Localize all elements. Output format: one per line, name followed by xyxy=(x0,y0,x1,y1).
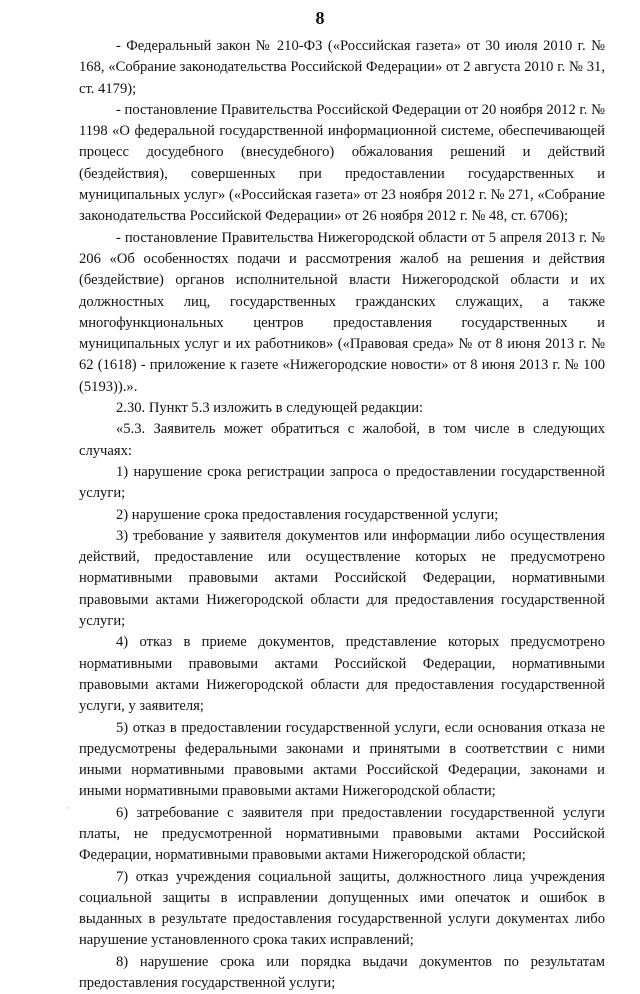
paragraph-government-decree-1198: - постановление Правительства Российской Федерации от 20 ноября 2012 г. № 1198 «О федеральной государственной информационной системе, обеспечивающей процесс досудебного (внесудебного) обжалования решений и действий (бездействия), совершенных при предоставлении государственных и муниципальных услуг» («Российская газета» от 23 ноября 2012 г. № 271, «Собрание законодательства Российской Федерации» от 26 ноября 2012 г. № 48, ст. 6706); xyxy=(79,101,605,225)
paragraph-federal-law-210: - Федеральный закон № 210-ФЗ («Российская газета» от 30 июля 2010 г. № 168, «Собрание законодательства Российской Федерации» от 2 августа 2010 г. № 31, ст. 4179); xyxy=(79,38,605,97)
paragraph-item-2-30: 2.30. Пункт 5.3 изложить в следующей редакции: xyxy=(116,400,424,417)
list-item-4: 4) отказ в приеме документов, представление которых предусмотрено нормативными правовыми актами Российской Федерации, нормативными правовыми актами Нижегородской области для предоставления государственной услуги, у заявителя; xyxy=(79,634,605,715)
paragraph-item-5-3: «5.3. Заявитель может обратиться с жалобой, в том числе в следующих случаях: xyxy=(79,421,605,459)
scan-mark: · xyxy=(66,803,69,813)
document-body xyxy=(79,36,605,994)
list-item-5: 5) отказ в предоставлении государственной услуги, если основания отказа не предусмотрены федеральными законами и принятыми в соответствии с ними иными нормативными правовыми актами Российской Федерации, законами и иными нормативными правовыми актами Нижегородской области; xyxy=(79,719,605,800)
page-number: 8 xyxy=(315,8,325,28)
list-item-3: 3) требование у заявителя документов или информации либо осуществления действий, предоставление или осуществление которых не предусмотрено нормативными правовыми актами Российской Федерации, нормативными правовыми актами Нижегородской области для предоставления государственной услуги; xyxy=(79,527,605,630)
list-item-7: 7) отказ учреждения социальной защиты, должностного лица учреждения социальной защиты в исправлении допущенных ими опечаток и ошибок в выданных в результате предоставления государственной услуги документах либо нарушение установленного срока таких исправлений; xyxy=(79,868,605,949)
list-item-1: 1) нарушение срока регистрации запроса о предоставлении государственной услуги; xyxy=(79,463,605,502)
list-item-2: 2) нарушение срока предоставления государственной услуги; xyxy=(116,506,499,523)
list-item-8: 8) нарушение срока или порядка выдачи документов по результатам предоставления государственной услуги; xyxy=(79,953,605,992)
list-item-6: 6) затребование с заявителя при предоставлении государственной услуги платы, не предусмотренной нормативными правовыми актами Российской Федерации, нормативными правовыми актами Нижегородской области; xyxy=(79,804,605,864)
paragraph-regional-decree-206: - постановление Правительства Нижегородской области от 5 апреля 2013 г. № 206 «Об особенностях подачи и рассмотрения жалоб на решения и действия (бездействие) органов исполнительной власти Нижегородской области и их должностных лиц, государственных гражданских служащих, а также многофункциональных центров предоставления государственных и муниципальных услуг и их работников» («Правовая среда» № от 8 июня 2013 г. № 62 (1618) - приложение к газете «Нижегородские новости» от 8 июня 2013 г. № 100 (5193)).». xyxy=(79,229,605,395)
